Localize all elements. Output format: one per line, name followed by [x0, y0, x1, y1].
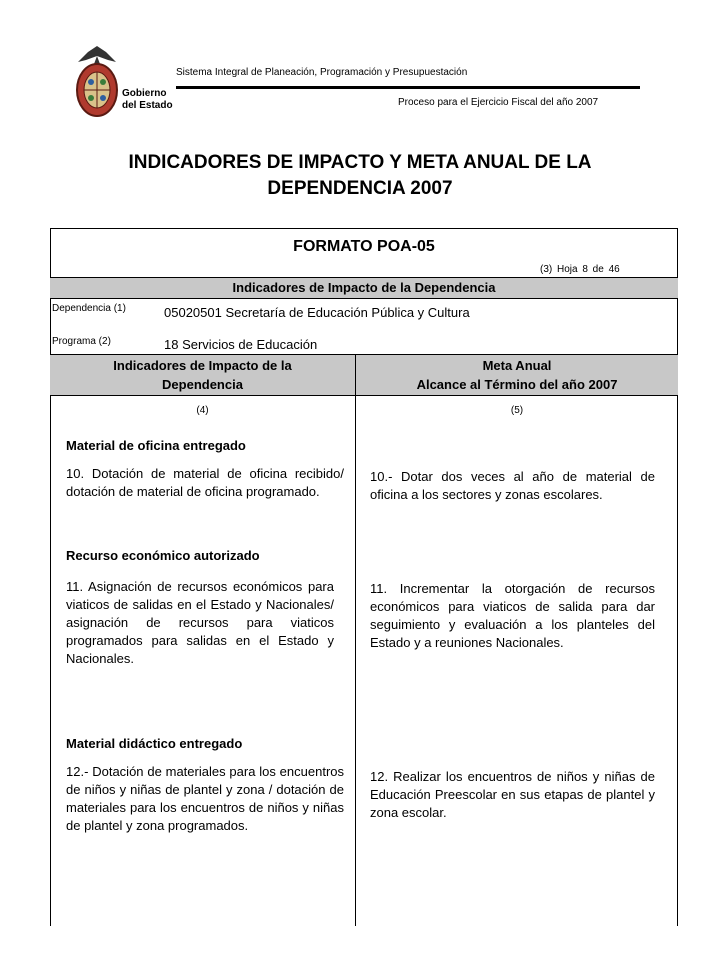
indicator-formula: 11. Asignación de recursos económicos para viaticos de salidas en el Estado y Nacionales/ asignación de recursos para viaticos programados para salidas en el Estado y Nacionales.	[66, 579, 334, 666]
indicator-formula: 10. Dotación de material de oficina recibido/ dotación de material de oficina programado.	[66, 466, 344, 499]
column-header-indicators-line1: Indicadores de Impacto de la	[113, 358, 292, 373]
state-seal-icon	[74, 44, 120, 120]
dependencia-value: 05020501 Secretaría de Educación Pública y Cultura	[164, 305, 470, 320]
document-title-line2: DEPENDENCIA 2007	[267, 178, 453, 199]
format-title: FORMATO POA-05	[293, 238, 435, 255]
indicator-formula: 12.- Dotación de materiales para los encuentros de niños y niñas de plantel y zona / dotación de materiales para los encuentros de niños y niñas de plantel y zona programados.	[66, 764, 344, 833]
column-number-left: (4)	[196, 405, 209, 416]
programa-value: 18 Servicios de Educación	[164, 337, 318, 352]
process-title: Proceso para el Ejercicio Fiscal del año 2007	[398, 97, 599, 108]
dependencia-label: Dependencia (1)	[52, 303, 126, 314]
system-title: Sistema Integral de Planeación, Programación y Presupuestación	[176, 67, 468, 78]
column-header-indicators-line2: Dependencia	[162, 377, 243, 392]
section-title: Indicadores de Impacto de la Dependencia	[50, 277, 678, 299]
indicator-title: Material didáctico entregado	[66, 736, 243, 751]
programa-label: Programa (2)	[52, 336, 111, 347]
header-rule	[176, 86, 640, 89]
annual-goal: 11. Incrementar la otorgación de recursos económicos para viaticos de salida para dar seguimiento y evaluación a los planteles del Estado y a reuniones Nacionales.	[370, 581, 655, 650]
column-header-goal-line2: Alcance al Término del año 2007	[416, 377, 618, 392]
column-divider	[355, 396, 356, 926]
indicator-title: Recurso económico autorizado	[66, 548, 260, 563]
column-number-right: (5)	[510, 405, 524, 416]
column-header-goal	[356, 354, 678, 394]
gov-label-line1: Gobierno	[122, 88, 167, 99]
annual-goal: 10.- Dotar dos veces al año de material de oficina a los sectores y zonas escolares.	[370, 469, 655, 502]
document-title	[40, 150, 680, 202]
document-title-line1: INDICADORES DE IMPACTO Y META ANUAL DE LA	[128, 152, 592, 173]
indicator-title: Material de oficina entregado	[66, 438, 246, 453]
column-header-goal-line1: Meta Anual	[482, 358, 552, 373]
column-header-indicators	[50, 354, 355, 394]
sheet-reference: (3) Hoja 8 de 46	[540, 264, 620, 275]
annual-goal: 12. Realizar los encuentros de niños y niñas de Educación Preescolar en sus etapas de plantel y zona escolar.	[370, 769, 655, 820]
gov-label-line2: del Estado	[122, 100, 173, 111]
government-label	[122, 88, 173, 112]
